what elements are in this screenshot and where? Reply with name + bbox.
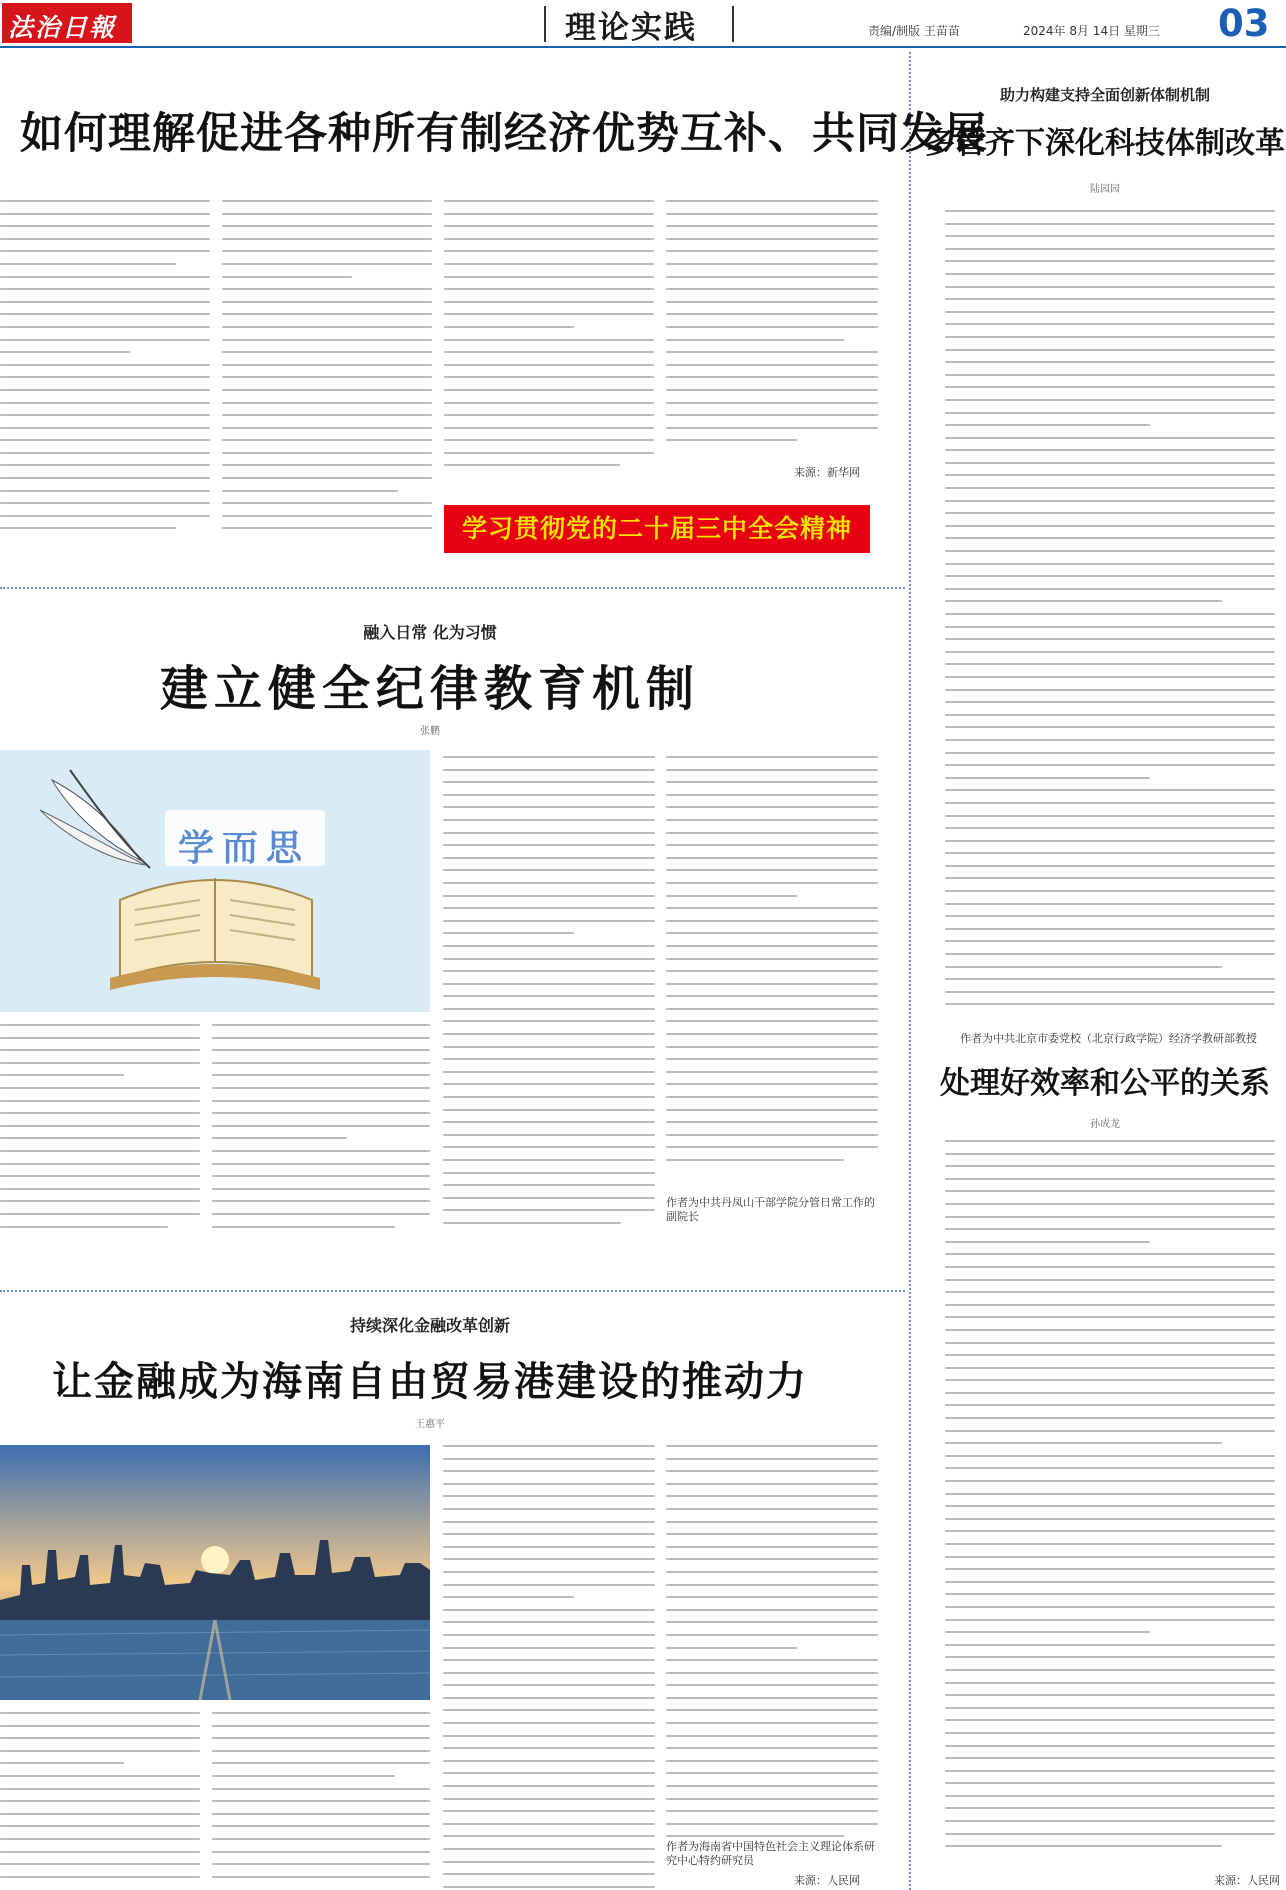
article1-body-col1 xyxy=(0,200,210,550)
theme-banner-text: 学习贯彻党的二十届三中全会精神 xyxy=(461,514,852,543)
article2-title: 建立健全纪律教育机制 xyxy=(159,661,700,717)
masthead xyxy=(0,0,1286,48)
article5-title: 处理好效率和公平的关系 xyxy=(940,1066,1270,1101)
article4-title: 多管齐下深化科技体制改革 xyxy=(925,126,1285,161)
article1-source: 来源：新华网 xyxy=(794,466,860,479)
article2-body-col2 xyxy=(212,1024,430,1234)
section-divider xyxy=(544,6,546,42)
article5-author: 孙成龙 xyxy=(1090,1119,1120,1130)
article1-body-col3 xyxy=(444,200,654,480)
article3-credit: 作者为海南省中国特色社会主义理论体系研究中心特约研究员 xyxy=(666,1840,875,1867)
article3-author: 王惠平 xyxy=(415,1419,445,1430)
section-rule-1 xyxy=(0,587,905,589)
article4-kicker: 助力构建支持全面创新体制机制 xyxy=(999,86,1210,104)
column-separator xyxy=(909,52,911,1890)
newspaper-logo xyxy=(2,3,132,43)
article4-credit: 作者为中共北京市委党校（北京行政学院）经济学教研部教授 xyxy=(960,1032,1257,1045)
theme-banner xyxy=(444,505,870,553)
article2-body-col4 xyxy=(666,756,878,1186)
logo-text: 法治日報 xyxy=(8,13,117,42)
section-divider-right xyxy=(732,6,734,42)
section-title: 理论实践 xyxy=(565,10,697,46)
editor-credit: 责编/制版 王苗苗 xyxy=(868,24,960,38)
article4-body xyxy=(945,210,1275,1010)
section-rule-2 xyxy=(0,1290,905,1292)
article3-body-col4 xyxy=(666,1445,878,1840)
article2-body-col1 xyxy=(0,1024,200,1234)
issue-date: 2024年 8月 14日 星期三 xyxy=(1023,24,1160,38)
article2-author: 张鹏 xyxy=(420,726,440,737)
article3-title: 让金融成为海南自由贸易港建设的推动力 xyxy=(52,1359,808,1405)
article2-credit: 作者为中共丹凤山干部学院分管日常工作的副院长 xyxy=(666,1196,875,1223)
article3-kicker: 持续深化金融改革创新 xyxy=(349,1316,510,1335)
article2-kicker: 融入日常 化为习惯 xyxy=(363,623,497,642)
article3-body-col3 xyxy=(443,1445,655,1890)
article2-body-col3 xyxy=(443,756,655,1234)
article1-body-col2 xyxy=(222,200,432,550)
article5-body xyxy=(945,1140,1275,1868)
article2-illustration xyxy=(0,750,430,1012)
illustration-caption: 学而思 xyxy=(178,827,311,869)
city-skyline-photo xyxy=(0,1445,430,1700)
article3-source: 来源：人民网 xyxy=(794,1874,860,1887)
book-quill-illustration xyxy=(0,750,430,1012)
article1-body-col4 xyxy=(666,200,878,468)
article1-title: 如何理解促进各种所有制经济优势互补、共同发展 xyxy=(20,109,988,159)
article3-photo xyxy=(0,1445,430,1700)
article5-source: 来源：人民网 xyxy=(1214,1874,1280,1887)
page-number: 03 xyxy=(1218,2,1270,45)
masthead-rule xyxy=(0,46,1286,48)
article3-body-col2 xyxy=(212,1712,430,1890)
article4-author: 陆园园 xyxy=(1090,184,1120,195)
article3-body-col1 xyxy=(0,1712,200,1890)
